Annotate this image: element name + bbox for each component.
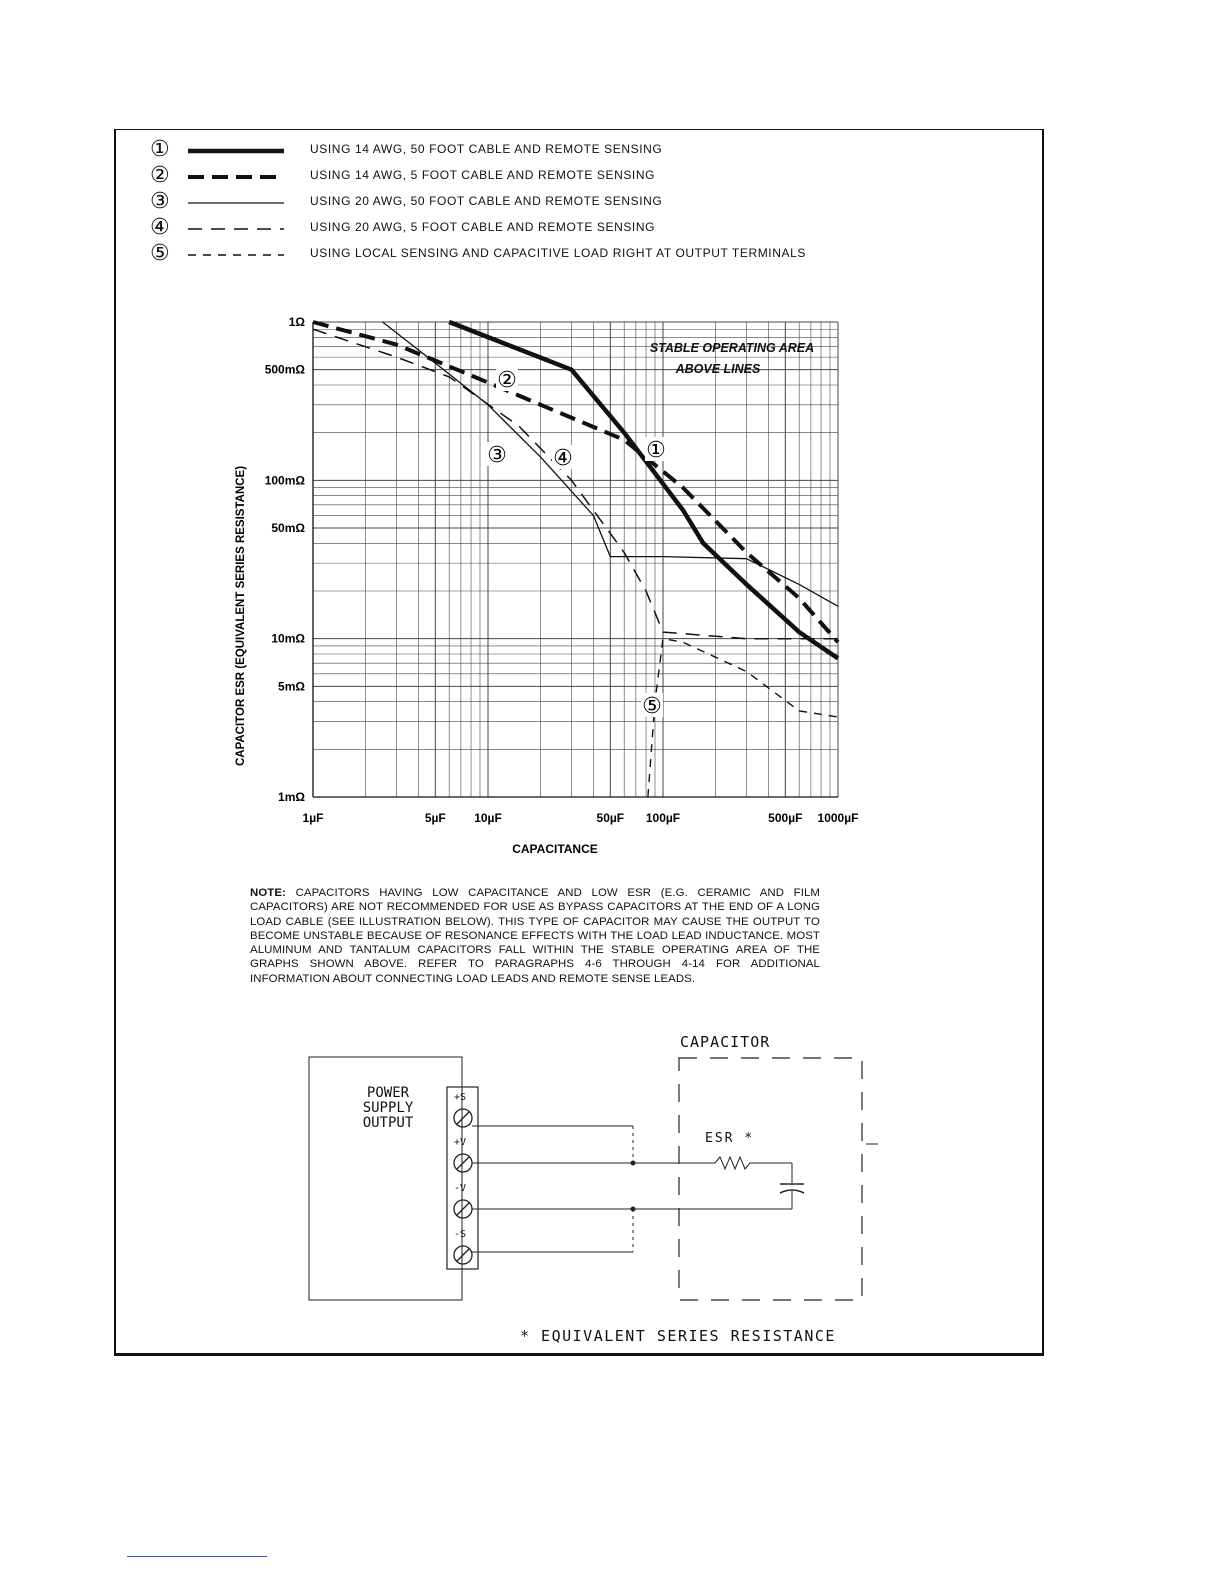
- y-tick-label: 50mΩ: [271, 520, 305, 535]
- legend-text: USING 20 AWG, 50 FOOT CABLE AND REMOTE SENSING: [310, 194, 663, 208]
- footnote: * EQUIVALENT SERIES RESISTANCE: [520, 1327, 836, 1345]
- series-line-5: [648, 639, 838, 797]
- note-label: NOTE:: [250, 887, 286, 899]
- x-tick-label: 100µF: [645, 811, 681, 825]
- page-rule: [127, 1556, 267, 1557]
- annotation-line: ABOVE LINES: [675, 362, 761, 376]
- legend-text: USING 14 AWG, 50 FOOT CABLE AND REMOTE SENSING: [310, 142, 663, 156]
- chart-labels: [486, 341, 814, 719]
- capacitor-label: CAPACITOR: [680, 1033, 771, 1051]
- x-tick-label: 10µF: [474, 811, 502, 825]
- y-tick-label: 5mΩ: [278, 679, 305, 694]
- y-tick-label: 100mΩ: [264, 473, 305, 488]
- terminal-label-minus-v: -V: [454, 1183, 467, 1194]
- x-tick-label: 1µF: [302, 811, 324, 825]
- legend-number: ①: [150, 136, 170, 161]
- supply-label-line: SUPPLY: [362, 1100, 414, 1116]
- x-tick-label: 5µF: [424, 811, 446, 825]
- legend-number: ④: [150, 214, 170, 239]
- legend-text: USING 20 AWG, 5 FOOT CABLE AND REMOTE SENSING: [310, 220, 656, 234]
- terminal-label-plus-v: +V: [454, 1137, 467, 1148]
- curve-label: ⑤: [642, 694, 662, 719]
- legend-text: USING LOCAL SENSING AND CAPACITIVE LOAD RIGHT AT OUTPUT TERMINALS: [310, 246, 806, 260]
- curve-label: ①: [646, 438, 666, 463]
- curve-label: ④: [553, 446, 573, 471]
- esr-label: ESR *: [705, 1131, 755, 1146]
- power-supply-label: [343, 1086, 433, 1131]
- y-tick-label: 1mΩ: [278, 790, 305, 804]
- y-tick-label: 1Ω: [288, 315, 305, 329]
- y-tick-label: 10mΩ: [271, 631, 305, 646]
- curve-label: ③: [487, 443, 507, 468]
- x-tick-label: 1000µF: [817, 811, 859, 825]
- x-tick-label: 500µF: [768, 811, 803, 825]
- output-label-line: OUTPUT: [362, 1115, 414, 1131]
- note-text: CAPACITORS HAVING LOW CAPACITANCE AND LOW ESR (E.G. CERAMIC AND FILM CAPACITORS) ARE NOT RECOMMENDED FOR USE AS BYPASS CAPACITORS AT THE END OF A LONG LOAD CABLE (SEE ILLUSTRATION BELOW). THIS TYPE OF CAPACITOR MAY CAUSE THE OUTPUT TO BECOME UNSTABLE BECAUSE OF RESONANCE EFFECTS WITH THE LOAD LEAD INDUCTANCE. MOST ALUMINUM AND TANTALUM CAPACITORS FALL WITHIN THE STABLE OPERATING AREA OF THE GRAPHS SHOWN ABOVE. REFER TO PARAGRAPHS 4-6 THROUGH 4-14 FOR ADDITIONAL INFORMATION ABOUT CONNECTING LOAD LEADS AND REMOTE SENSE LEADS.: [250, 887, 821, 985]
- legend-text: USING 14 AWG, 5 FOOT CABLE AND REMOTE SENSING: [310, 168, 656, 182]
- legend-number: ③: [150, 188, 170, 213]
- curve-label: ②: [497, 368, 517, 393]
- terminal-label-plus-s: +S: [454, 1092, 467, 1103]
- chart-series: [313, 322, 838, 797]
- note-paragraph: [250, 886, 820, 986]
- legend-number: ⑤: [150, 240, 170, 265]
- y-tick-label: 500mΩ: [264, 362, 305, 377]
- annotation-line: STABLE OPERATING AREA: [649, 341, 815, 355]
- chart-axes: [235, 315, 858, 856]
- chart-grid: [313, 322, 838, 797]
- y-axis-title: CAPACITOR ESR (EQUIVALENT SERIES RESISTANCE): [235, 465, 247, 767]
- x-tick-label: 50µF: [596, 811, 625, 825]
- terminal-label-minus-s: -S: [454, 1229, 467, 1240]
- power-label-line: POWER: [366, 1085, 410, 1101]
- x-axis-title: CAPACITANCE: [512, 842, 598, 856]
- legend-number: ②: [150, 162, 170, 187]
